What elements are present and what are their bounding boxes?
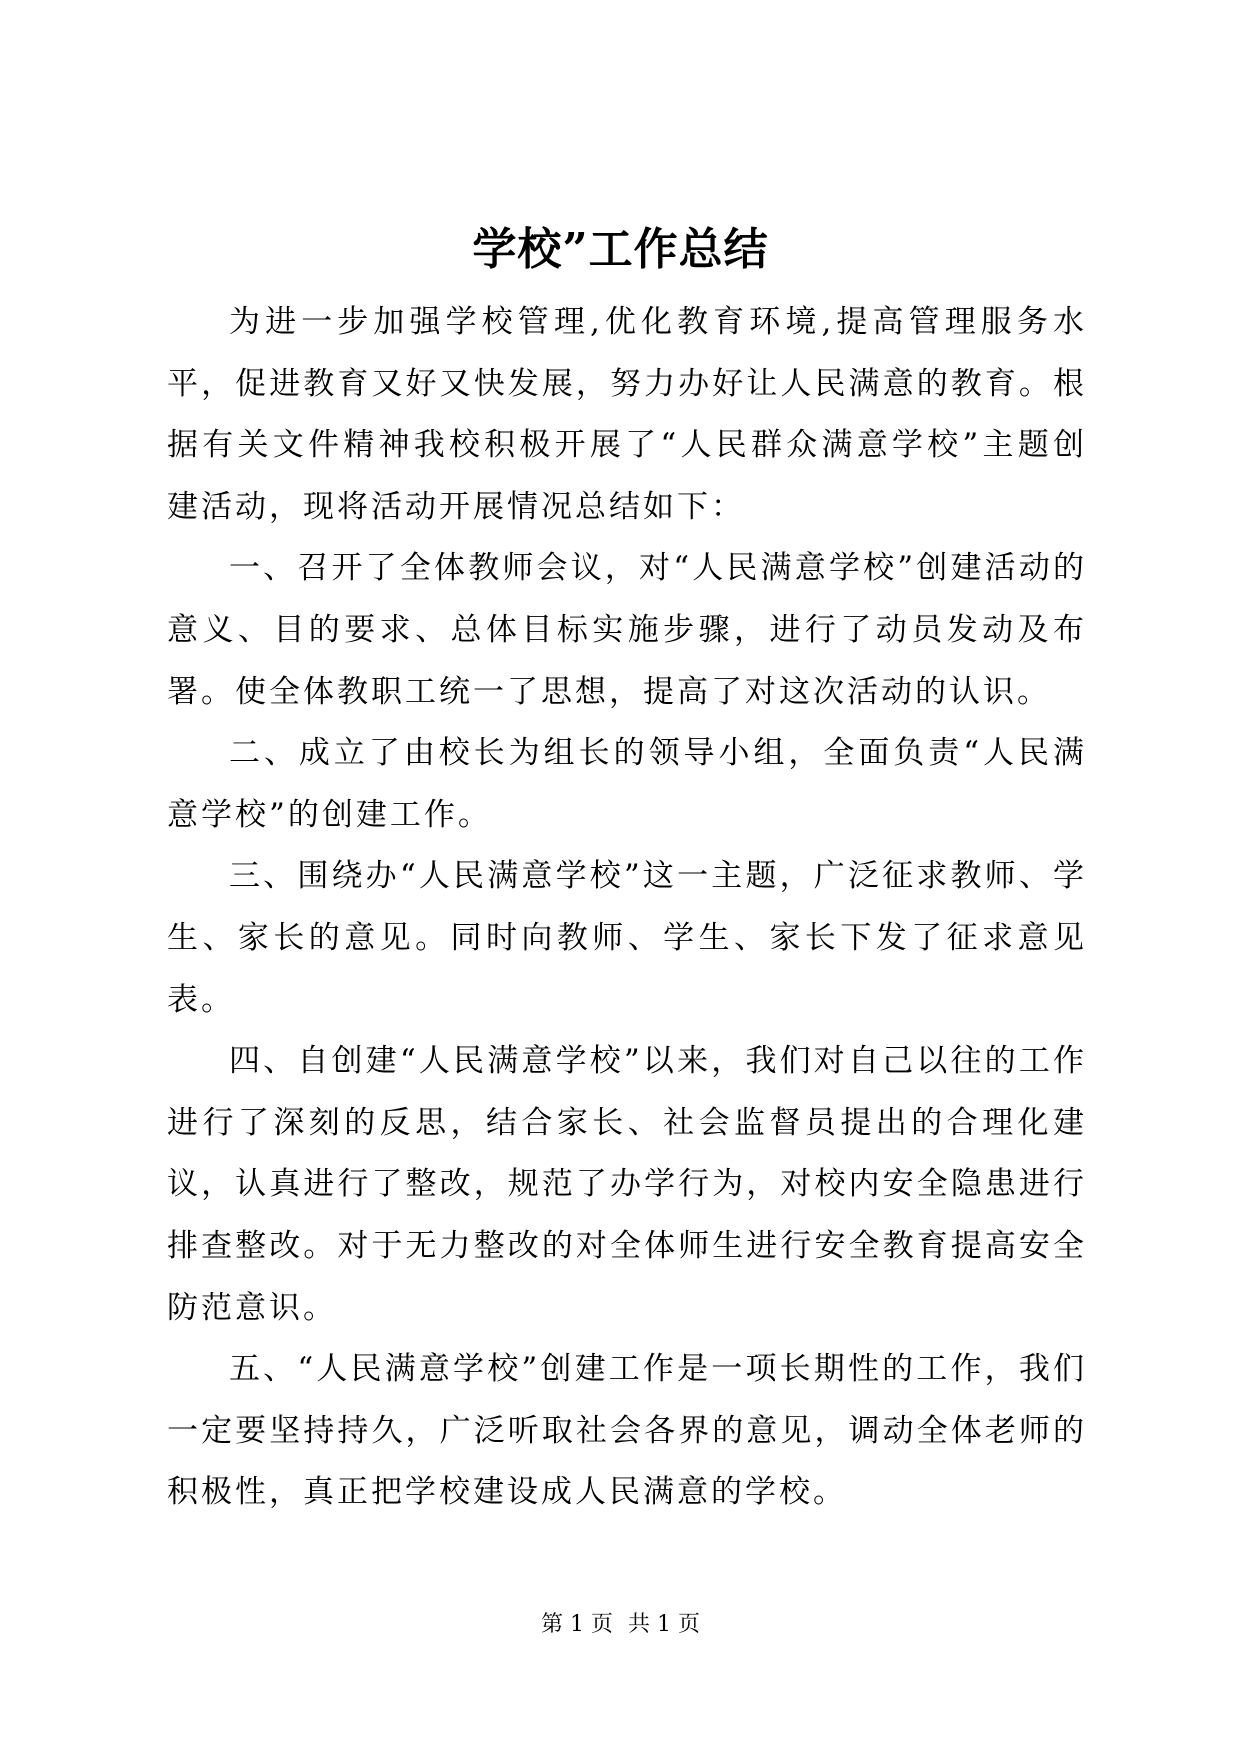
document-body [167,292,1087,1524]
paragraph-item-1: 一、召开了全体教师会议，对“人民满意学校”创建活动的意义、目的要求、总体目标实施步骤，进行了动员发动及布署。使全体教职工统一了思想，提高了对这次活动的认识。 [167,550,1087,710]
paragraph-item-5: 五、“人民满意学校”创建工作是一项长期性的工作，我们一定要坚持持久，广泛听取社会各界的意见，调动全体老师的积极性，真正把学校建设成人民满意的学校。 [167,1351,1087,1511]
page-total: 共 1 页 [628,1612,700,1637]
paragraph-item-3: 三、围绕办“人民满意学校”这一主题，广泛征求教师、学生、家长的意见。同时向教师、学生、家长下发了征求意见表。 [167,858,1087,1018]
paragraph-item-2: 二、成立了由校长为组长的领导小组，全面负责“人民满意学校”的创建工作。 [167,735,1087,833]
paragraph-item-4: 四、自创建“人民满意学校”以来，我们对自己以往的工作进行了深刻的反思，结合家长、社会监督员提出的合理化建议，认真进行了整改，规范了办学行为，对校内安全隐患进行排查整改。对于无力整改的对全体师生进行安全教育提高安全防范意识。 [167,1043,1087,1326]
page-number: 第 1 页 [541,1612,613,1637]
paragraph-intro: 为进一步加强学校管理,优化教育环境,提高管理服务水平，促进教育又好又快发展，努力办好让人民满意的教育。根据有关文件精神我校积极开展了“人民群众满意学校”主题创建活动，现将活动开展情况总结如下： [167,304,1087,525]
document-title: 学校”工作总结 [472,224,769,275]
page-footer [0,1610,1241,1640]
